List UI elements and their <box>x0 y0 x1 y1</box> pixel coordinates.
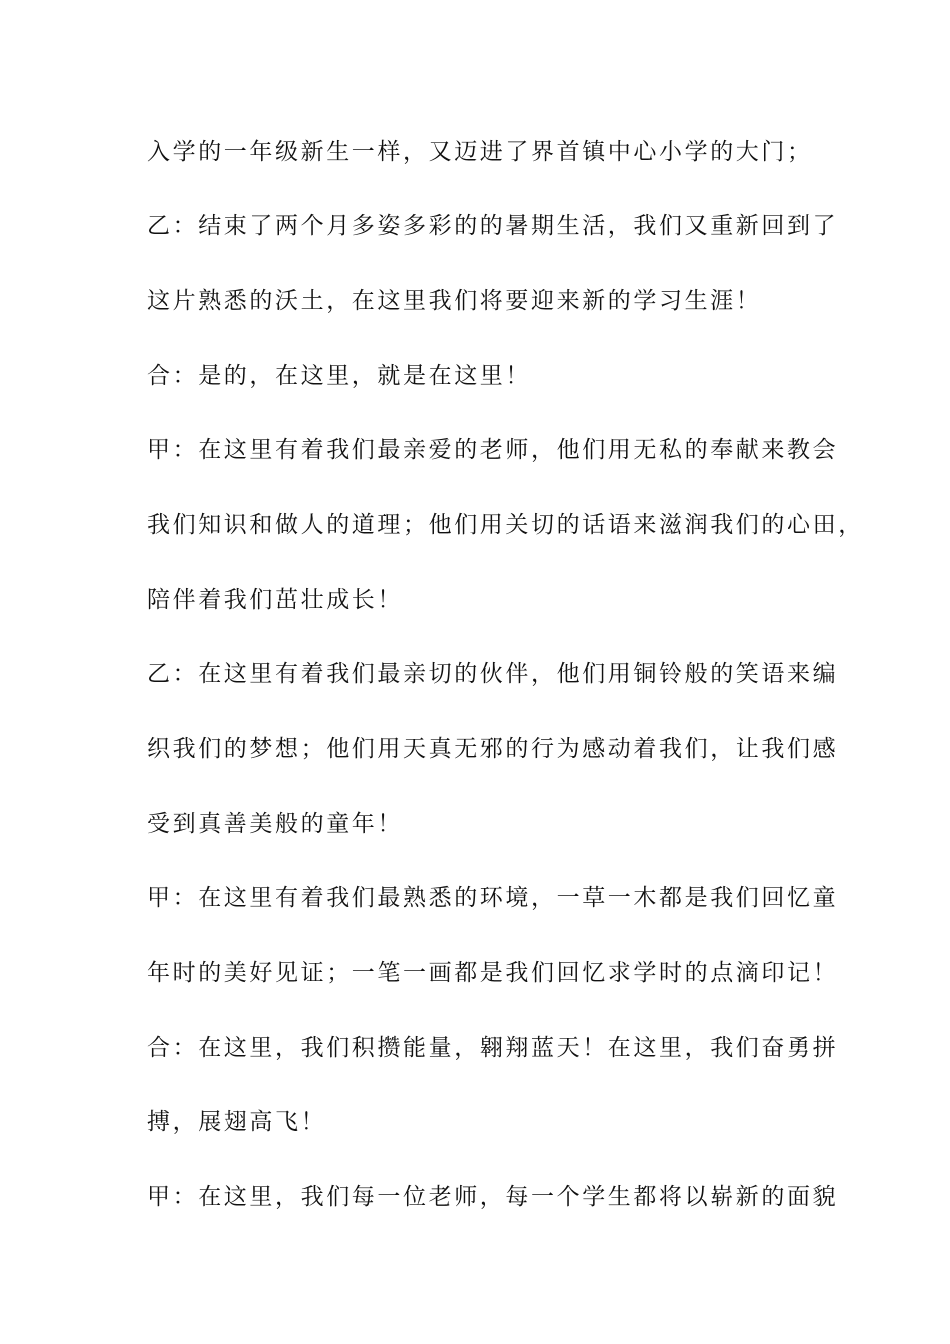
text-line: 甲：在这里有着我们最熟悉的环境，一草一木都是我们回忆童 <box>147 885 839 911</box>
text-line: 乙：在这里有着我们最亲切的伙伴，他们用铜铃般的笑语来编 <box>147 661 839 687</box>
text-line: 合：在这里，我们积攒能量，翱翔蓝天！在这里，我们奋勇拼 <box>147 1035 839 1061</box>
text-line: 甲：在这里有着我们最亲爱的老师，他们用无私的奉献来教会 <box>147 437 839 463</box>
text-line: 我们知识和做人的道理；他们用关切的话语来滋润我们的心田， <box>147 512 864 538</box>
text-line: 年时的美好见证；一笔一画都是我们回忆求学时的点滴印记！ <box>147 960 839 986</box>
text-line: 乙：结束了两个月多姿多彩的的暑期生活，我们又重新回到了 <box>147 213 839 239</box>
text-line: 这片熟悉的沃土，在这里我们将要迎来新的学习生涯！ <box>147 288 762 314</box>
text-line: 合：是的，在这里，就是在这里！ <box>147 363 531 389</box>
text-line: 搏，展翅高飞！ <box>147 1109 327 1135</box>
text-line: 入学的一年级新生一样，又迈进了界首镇中心小学的大门； <box>147 139 813 165</box>
text-line: 甲：在这里，我们每一位老师，每一个学生都将以崭新的面貌 <box>147 1184 839 1210</box>
text-line: 织我们的梦想；他们用天真无邪的行为感动着我们，让我们感 <box>147 736 839 762</box>
text-line: 受到真善美般的童年！ <box>147 811 403 837</box>
text-line: 陪伴着我们茁壮成长！ <box>147 587 403 613</box>
